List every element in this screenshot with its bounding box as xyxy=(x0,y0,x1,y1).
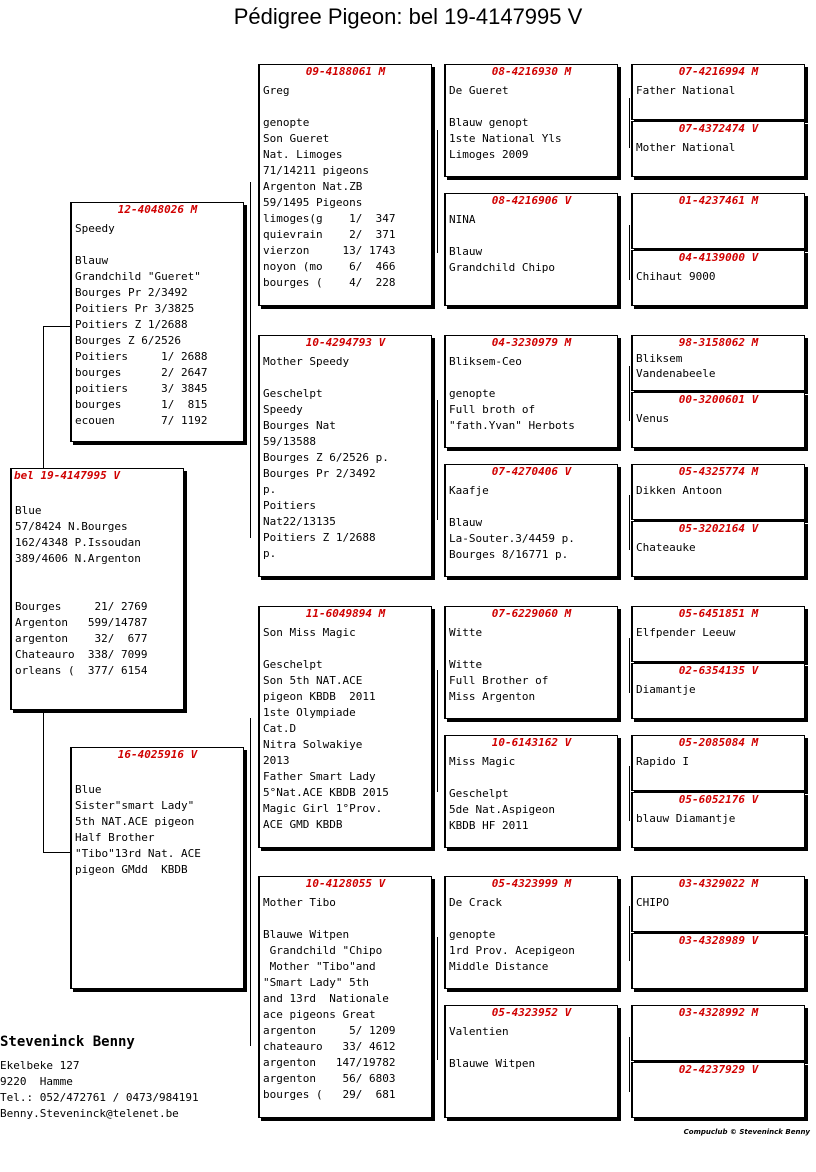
pigeon-details: Dikken Antoon xyxy=(636,484,723,497)
connector-line xyxy=(437,670,438,792)
pigeon-details: Mother National xyxy=(636,141,736,154)
connector-line xyxy=(250,718,251,1046)
pigeon-card-grandparent xyxy=(258,335,432,577)
pigeon-details: Bliksem-Ceo genopte Full broth of "fath.Yvan" Herbots xyxy=(449,355,575,432)
pigeon-details: Witte Witte Full Brother of Miss Argenton xyxy=(449,626,549,703)
ring-number: 04-4139000 V xyxy=(678,251,759,264)
pigeon-card-gg-grandparent xyxy=(631,521,805,577)
pigeon-card-great-grandparent xyxy=(444,193,618,306)
pigeon-details: Bliksem Vandenabeele xyxy=(636,352,716,380)
pigeon-card-root xyxy=(10,468,184,710)
pigeon-card-gg-grandparent xyxy=(631,663,805,719)
pigeon-details: Elfpender Leeuw xyxy=(636,626,736,639)
pigeon-details: Diamantje xyxy=(636,683,696,696)
pigeon-details: De Gueret Blauw genopt 1ste National Yls Limoges 2009 xyxy=(449,84,562,161)
pigeon-details xyxy=(633,1020,804,1024)
pigeon-card-gg-grandparent xyxy=(631,64,805,120)
pigeon-card-gg-grandparent xyxy=(631,1005,805,1061)
pigeon-details: blauw Diamantje xyxy=(636,812,736,825)
pigeon-details: Father National xyxy=(636,84,736,97)
pigeon-card-great-grandparent xyxy=(444,606,618,719)
pigeon-card-gg-grandparent xyxy=(631,792,805,848)
copyright-notice: Compuclub © Steveninck Benny xyxy=(683,1128,810,1136)
ring-number: 10-6143162 V xyxy=(491,736,572,749)
ring-number: 00-3200601 V xyxy=(678,393,759,406)
ring-number: 02-6354135 V xyxy=(678,664,759,677)
pigeon-details: Speedy Blauw Grandchild "Gueret" Bourges Pr 2/3492 Poitiers Pr 3/3825 Poitiers Z 1/2688 Bourges Z 6/2526 Poitiers 1/ 2688 bourges 2/ 2647 poitiers 3/ 3845 bourges 1/ 815 ecouen 7/ 1192 xyxy=(75,222,208,427)
ring-number: 98-3158062 M xyxy=(678,336,759,349)
connector-line xyxy=(43,852,71,853)
ring-number: 03-4328989 V xyxy=(678,934,759,947)
page-title: Pédigree Pigeon: bel 19-4147995 V xyxy=(233,4,583,29)
pigeon-card-gg-grandparent xyxy=(631,335,805,391)
ring-number: 05-3202164 V xyxy=(678,522,759,535)
pigeon-card-gg-grandparent xyxy=(631,464,805,520)
pigeon-card-father xyxy=(70,202,244,442)
pigeon-card-mother xyxy=(70,747,244,989)
pigeon-card-great-grandparent xyxy=(444,335,618,448)
pigeon-details: Kaafje Blauw La-Souter.3/4459 p. Bourges 8/16771 p. xyxy=(449,484,575,561)
pigeon-details xyxy=(633,948,804,952)
ring-number: 12-4048026 M xyxy=(117,203,198,216)
ring-number: 07-4270406 V xyxy=(491,465,572,478)
connector-line xyxy=(629,225,630,280)
pigeon-details: Blue 57/8424 N.Bourges 162/4348 P.Issoudan 389/4606 N.Argenton Bourges 21/ 2769 Argenton 599/14787 argenton 32/ 677 Chateauro 338/ 7099 orleans ( 377/ 6154 xyxy=(15,504,148,677)
ring-number: 08-4216906 V xyxy=(491,194,572,207)
connector-line xyxy=(629,766,630,821)
connector-line xyxy=(629,495,630,550)
pigeon-card-gg-grandparent xyxy=(631,1062,805,1118)
connector-line xyxy=(629,1037,630,1092)
ring-number: 08-4216930 M xyxy=(491,65,572,78)
pigeon-details: Son Miss Magic Geschelpt Son 5th NAT.ACE pigeon KBDB 2011 1ste Olympiade Cat.D Nitra Solwakiye 2013 Father Smart Lady 5°Nat.ACE KBDB 2015 Magic Girl 1°Prov. ACE GMD KBDB xyxy=(263,626,389,831)
pigeon-details xyxy=(633,208,804,212)
pigeon-details xyxy=(633,1077,804,1081)
pigeon-card-gg-grandparent xyxy=(631,606,805,662)
breeder-name: Steveninck Benny xyxy=(0,1034,135,1050)
ring-number: 05-4323999 M xyxy=(491,877,572,890)
ring-number: 05-6052176 V xyxy=(678,793,759,806)
pigeon-details: Blue Sister"smart Lady" 5th NAT.ACE pigeon Half Brother "Tibo"13rd Nat. ACE pigeon GMdd KBDB xyxy=(75,783,201,876)
ring-number: 02-4237929 V xyxy=(678,1063,759,1076)
ring-number: 11-6049894 M xyxy=(305,607,386,620)
pigeon-card-great-grandparent xyxy=(444,464,618,577)
connector-line xyxy=(629,638,630,693)
pigeon-details: Mother Tibo Blauwe Witpen Grandchild "Chipo Mother "Tibo"and "Smart Lady" 5th and 13rd Nationale ace pigeons Great argenton 5/ 1209 chateauro 33/ 4612 argenton 147/19782 argenton 56/ 6803 bourges ( 29/ 681 xyxy=(263,896,396,1101)
pigeon-card-grandparent xyxy=(258,606,432,848)
pigeon-card-gg-grandparent xyxy=(631,933,805,989)
ring-number: 10-4128055 V xyxy=(305,877,386,890)
connector-line xyxy=(629,98,630,148)
pigeon-card-gg-grandparent xyxy=(631,735,805,791)
pigeon-card-gg-grandparent xyxy=(631,876,805,932)
pigeon-card-great-grandparent xyxy=(444,64,618,177)
ring-number: 16-4025916 V xyxy=(117,748,198,761)
pigeon-details: Mother Speedy Geschelpt Speedy Bourges Nat 59/13588 Bourges Z 6/2526 p. Bourges Pr 2/3492 p. Poitiers Nat22/13135 Poitiers Z 1/2688 p. xyxy=(263,355,389,560)
ring-number: 05-2085084 M xyxy=(678,736,759,749)
ring-number: 09-4188061 M xyxy=(305,65,386,78)
ring-number: 03-4329022 M xyxy=(678,877,759,890)
pigeon-card-great-grandparent xyxy=(444,1005,618,1118)
ring-number: 07-4216994 M xyxy=(678,65,759,78)
connector-line xyxy=(629,906,630,961)
ring-number: 01-4237461 M xyxy=(678,194,759,207)
connector-line xyxy=(250,182,251,538)
connector-line xyxy=(629,366,630,421)
connector-line xyxy=(437,130,438,253)
pigeon-details: CHIPO xyxy=(636,896,670,909)
ring-number: 05-4325774 M xyxy=(678,465,759,478)
breeder-contact: Ekelbeke 127 9220 Hamme Tel.: 052/472761 / 0473/984191 Benny.Steveninck@telenet.be xyxy=(0,1059,199,1120)
pigeon-card-gg-grandparent xyxy=(631,392,805,448)
pigeon-card-grandparent xyxy=(258,876,432,1118)
pigeon-details: Greg genopte Son Gueret Nat. Limoges 71/14211 pigeons Argenton Nat.ZB 59/1495 Pigeons limoges(g 1/ 347 quievrain 2/ 371 vierzon 13/ 1743 noyon (mo 6/ 466 bourges ( 4/ 228 xyxy=(263,84,396,289)
pigeon-card-great-grandparent xyxy=(444,735,618,848)
pigeon-card-gg-grandparent xyxy=(631,193,805,249)
pigeon-details: NINA Blauw Grandchild Chipo xyxy=(449,213,555,274)
ring-number: 07-6229060 M xyxy=(491,607,572,620)
pigeon-details: Chihaut 9000 xyxy=(636,270,716,283)
pigeon-details: Miss Magic Geschelpt 5de Nat.Aspigeon KBDB HF 2011 xyxy=(449,755,555,832)
pigeon-details: Venus xyxy=(636,412,670,425)
ring-number: bel 19-4147995 V xyxy=(14,469,120,482)
ring-number: 10-4294793 V xyxy=(305,336,386,349)
pigeon-details: Valentien Blauwe Witpen xyxy=(449,1025,536,1070)
ring-number: 04-3230979 M xyxy=(491,336,572,349)
ring-number: 05-4323952 V xyxy=(491,1006,572,1019)
ring-number: 07-4372474 V xyxy=(678,122,759,135)
ring-number: 03-4328992 M xyxy=(678,1006,759,1019)
pigeon-card-gg-grandparent xyxy=(631,121,805,177)
ring-number: 05-6451851 M xyxy=(678,607,759,620)
pigeon-card-grandparent xyxy=(258,64,432,306)
pigeon-details: Rapido I xyxy=(636,755,689,768)
pigeon-card-gg-grandparent xyxy=(631,250,805,306)
connector-line xyxy=(43,326,71,327)
pigeon-details: De Crack genopte 1rd Prov. Acepigeon Middle Distance xyxy=(449,896,575,973)
pigeon-card-great-grandparent xyxy=(444,876,618,989)
connector-line xyxy=(437,937,438,1060)
pigeon-details: Chateauke xyxy=(636,541,696,554)
connector-line xyxy=(437,400,438,520)
